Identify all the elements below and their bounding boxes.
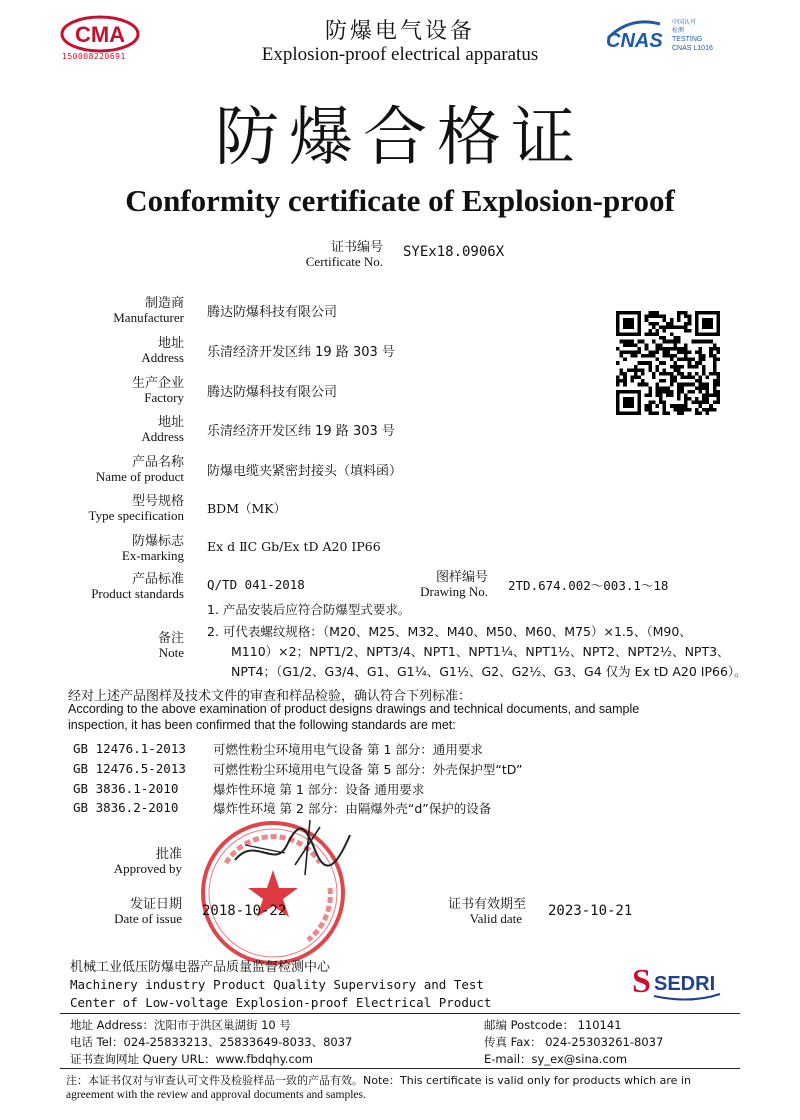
contact-tel: 电话 Tel：024-25833213、25833649-8033、8037: [70, 1035, 353, 1049]
certificate-title-cn: 防爆合格证: [215, 101, 585, 175]
product-standard-label-cn: 产品标准: [131, 572, 184, 587]
standard-code: GB 3836.1-2010: [73, 781, 179, 796]
center-name-cn: 机械工业低压防爆电器产品质量监督检测中心: [70, 960, 331, 975]
factory-label-en: Factory: [144, 390, 184, 405]
product-standard-label-en: Product standards: [91, 586, 184, 601]
note-line-3: M110）×2；NPT1/2、NPT3/4、NPT1、NPT1¼、NPT1½、NPT2、NPT2½、NPT3、: [231, 644, 730, 659]
valid-date-label-cn: 证书有效期至: [447, 897, 526, 912]
note-label-cn: 备注: [157, 631, 184, 646]
certificate-no-label-en: Certificate No.: [305, 254, 383, 269]
standard-code: GB 12476.5-2013: [73, 761, 186, 776]
issue-date-label-en: Date of issue: [114, 911, 182, 926]
note-line-4: NPT4；（G1/2、G3/4、G1、G1¼、G1½、G2、G2½、G3、G4 仅为 Ex tD A20 IP66）。: [231, 664, 747, 679]
product-name-label-en: Name of product: [95, 469, 184, 484]
header-title-en: Explosion-proof electrical apparatus: [261, 44, 539, 65]
valid-date-label-en: Valid date: [469, 911, 522, 926]
type-spec-label-cn: 型号规格: [131, 494, 184, 509]
declaration-cn: 经对上述产品图样及技术文件的审查和样品检验，确认符合下列标准：: [68, 689, 472, 704]
cma-logo-text: CMA: [74, 22, 126, 47]
qr-code[interactable]: [616, 311, 720, 415]
ex-marking-label-cn: 防爆标志: [131, 534, 184, 549]
type-spec-label-en: Type specification: [88, 508, 184, 523]
standard-name: 可燃性粉尘环境用电气设备 第 1 部分：通用要求: [213, 742, 483, 757]
standard-code: GB 12476.1-2013: [73, 741, 186, 756]
issue-date-label-cn: 发证日期: [129, 897, 182, 912]
cnas-logo: [600, 14, 730, 60]
drawing-no-value: 2TD.674.002～003.1～18: [508, 578, 669, 593]
manufacturer-value: 腾达防爆科技有限公司: [207, 305, 338, 320]
center-name-en-2: Center of Low-voltage Explosion-proof Electrical Product: [70, 995, 492, 1010]
product-name-label-cn: 产品名称: [131, 455, 184, 470]
issue-date-value: 2018-10-22: [202, 903, 287, 919]
footnote-line-2: agreement with the review and approval documents and samples.: [66, 1089, 366, 1101]
svg-text:CNAS L1016: CNAS L1016: [672, 45, 713, 52]
address-value: 乐清经济开发区纬 19 路 303 号: [207, 345, 395, 360]
note-label-en: Note: [158, 645, 184, 660]
divider: [60, 1068, 740, 1069]
contact-postcode: 邮编 Postcode： 110141: [484, 1018, 622, 1032]
center-name-en-1: Machinery industry Product Quality Supervisory and Test: [70, 977, 484, 992]
address-label-en: Address: [141, 350, 184, 365]
manufacturer-label-cn: 制造商: [144, 296, 184, 311]
svg-text:中国认可: 中国认可: [672, 19, 697, 26]
declaration-en-1: According to the above examination of product designs drawings and technical documents, and sample: [68, 702, 640, 716]
sedri-text: SEDRI: [654, 973, 716, 995]
sedri-logo: [630, 958, 725, 1004]
note-line-1: 1. 产品安装后应符合防爆型式要求。: [207, 602, 411, 617]
contact-fax: 传真 Fax： 024-25303261-8037: [484, 1035, 664, 1049]
standard-name: 可燃性粉尘环境用电气设备 第 5 部分：外壳保护型“tD”: [213, 762, 523, 777]
standard-name: 爆炸性环境 第 1 部分：设备 通用要求: [213, 782, 425, 797]
type-spec-value: BDM（MK）: [207, 501, 287, 516]
manufacturer-label-en: Manufacturer: [113, 310, 184, 325]
cnas-text: CNAS: [606, 30, 663, 52]
product-name-value: 防爆电缆夹紧密封接头（填料函）: [207, 464, 403, 479]
certificate-no-label-cn: 证书编号: [330, 240, 383, 255]
drawing-no-label-en: Drawing No.: [420, 584, 488, 599]
ex-marking-label-en: Ex-marking: [121, 548, 184, 563]
factory-address-label-cn: 地址: [157, 415, 184, 430]
contact-query-url[interactable]: 证书查询网址 Query URL：www.fbdqhy.com: [70, 1052, 314, 1066]
factory-label-cn: 生产企业: [131, 376, 184, 391]
standard-name: 爆炸性环境 第 2 部分：由隔爆外壳“d”保护的设备: [213, 801, 492, 816]
valid-date-value: 2023-10-21: [548, 903, 633, 919]
svg-text:检测: 检测: [672, 27, 685, 34]
footnote-line-1: 注：本证书仅对与审查认可文件及检验样品一致的产品有效。Note：This certificate is valid only for products which are in: [66, 1074, 691, 1087]
approved-by-label-en: Approved by: [113, 861, 182, 876]
factory-address-value: 乐清经济开发区纬 19 路 303 号: [207, 424, 395, 439]
header-title-cn: 防爆电气设备: [324, 19, 475, 44]
svg-text:TESTING: TESTING: [672, 36, 703, 43]
factory-value: 腾达防爆科技有限公司: [207, 385, 338, 400]
declaration-en-2: inspection, it has been confirmed that the following standards are met:: [68, 718, 456, 732]
drawing-no-label-cn: 图样编号: [435, 570, 488, 585]
contact-email[interactable]: E-mail：sy_ex@sina.com: [484, 1052, 628, 1066]
certificate-no-value: SYEx18.0906X: [403, 244, 505, 260]
note-line-2: 2. 可代表螺纹规格：（M20、M25、M32、M40、M50、M60、M75）×1.5、（M90、: [207, 624, 692, 639]
ex-marking-value: Ex d ⅡC Gb/Ex tD A20 IP66: [207, 539, 381, 554]
divider: [60, 1013, 740, 1014]
svg-text:S: S: [632, 963, 651, 1000]
signature: [225, 815, 360, 880]
address-label-cn: 地址: [157, 336, 184, 351]
factory-address-label-en: Address: [141, 429, 184, 444]
approved-by-label-cn: 批准: [155, 847, 182, 862]
cma-code: 150008220691: [62, 52, 126, 61]
standard-code: GB 3836.2-2010: [73, 800, 179, 815]
certificate-title-en: Conformity certificate of Explosion-proof: [125, 183, 675, 218]
contact-address: 地址 Address：沈阳市于洪区巢湖街 10 号: [70, 1018, 291, 1032]
product-standard-value: Q/TD 041-2018: [207, 577, 305, 592]
